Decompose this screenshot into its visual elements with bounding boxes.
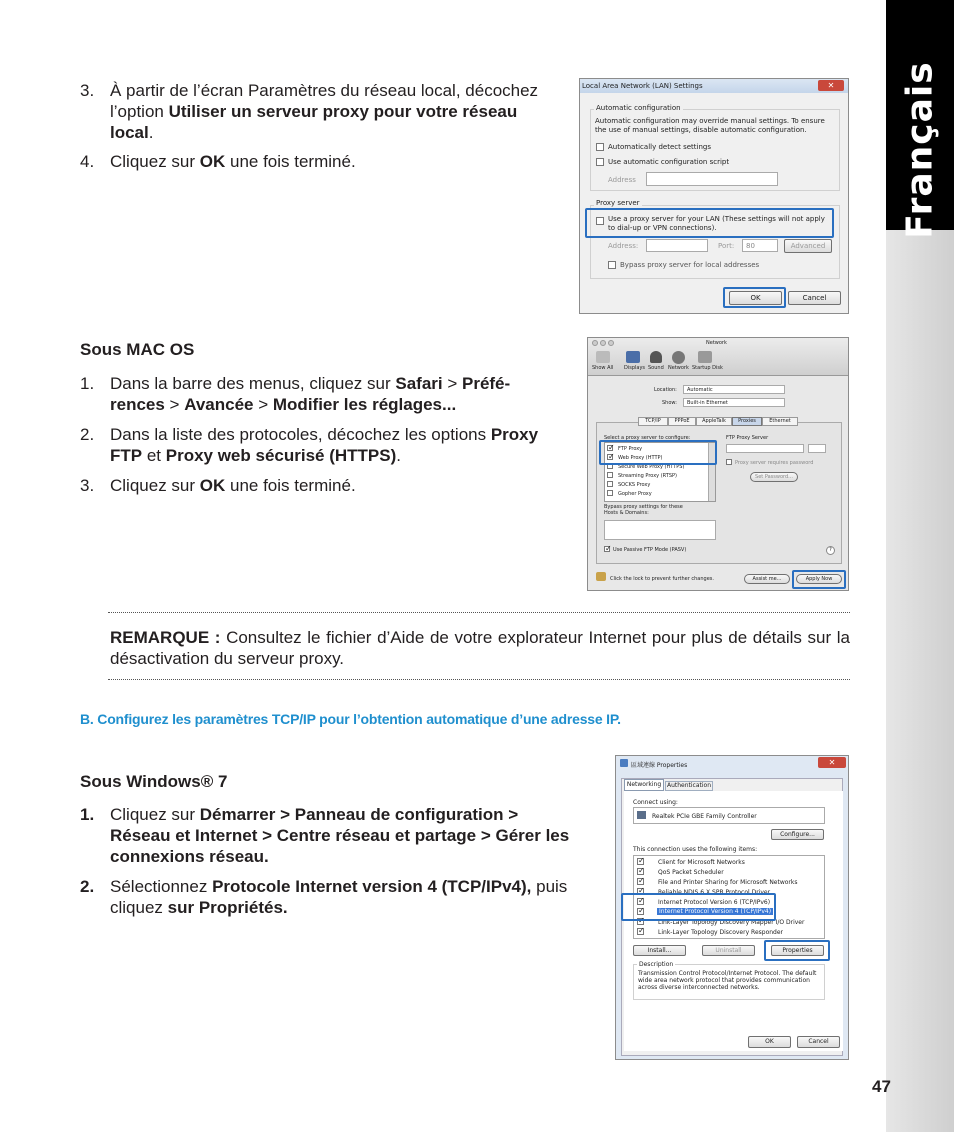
ftp-port-input[interactable] [808, 444, 826, 453]
toolbar-sound[interactable]: Sound [648, 365, 664, 371]
auto-detect-label: Automatically detect settings [608, 143, 711, 151]
advanced-button[interactable]: Advanced [784, 239, 832, 253]
passive-ftp-label: Use Passive FTP Mode (PASV) [613, 547, 687, 553]
zoom-dot-icon[interactable] [608, 340, 614, 346]
properties-ok-button[interactable]: OK [748, 1036, 791, 1048]
lan-settings-dialog [579, 78, 849, 314]
item-4-label: Reliable NDIS 6 X SPR Protocol Driver [658, 889, 771, 896]
sound-icon[interactable] [650, 351, 662, 363]
protocol-socks: SOCKS Proxy [618, 482, 651, 488]
mac-network-dialog [587, 337, 849, 591]
item-2-label: QoS Packet Scheduler [658, 869, 724, 876]
socks-proxy-checkbox[interactable] [607, 481, 613, 487]
assist-me-button[interactable]: Assist me... [744, 574, 790, 584]
adapter-icon [637, 811, 646, 819]
mac-step-2-number: 2. [80, 425, 95, 444]
properties-button[interactable]: Properties [771, 945, 824, 956]
item-7-label: Link-Layer Topology Discovery Mapper I/O Driver [658, 919, 805, 926]
note-top-divider [108, 612, 850, 613]
protocol-secure-web: Secure Web Proxy (HTTPS) [618, 464, 685, 470]
item-8-label: Link-Layer Topology Discovery Responder [658, 929, 784, 936]
mac-step-1-text: Dans la barre des menus, cliquez sur Safari > Préfé- rences > Avancée > Modifier les réglages... [110, 374, 511, 414]
win-step-2-text: Sélectionnez Protocole Internet version 4 (TCP/IPv4), puis cliquez sur Propriétés. [110, 877, 568, 917]
auto-script-checkbox[interactable] [596, 158, 604, 166]
protocol-web: Web Proxy (HTTP) [618, 455, 663, 461]
section-b-heading: B. Configurez les paramètres TCP/IP pour l’obtention automatique d’une adresse IP. [80, 711, 621, 727]
item-5-label: Internet Protocol Version 6 (TCP/IPv6) [658, 899, 771, 906]
win7-heading: Sous Windows® 7 [80, 772, 228, 791]
step-4-text: Cliquez sur OK une fois terminé. [110, 152, 356, 171]
properties-cancel-button[interactable]: Cancel [797, 1036, 840, 1048]
show-all-icon[interactable] [596, 351, 610, 363]
startup-disk-icon[interactable] [698, 351, 712, 363]
show-label: Show: [662, 400, 677, 406]
mac-heading: Sous MAC OS [80, 340, 195, 359]
mac-step-3-text: Cliquez sur OK une fois terminé. [110, 476, 356, 495]
tab-tcpip[interactable]: TCP/IP [638, 417, 668, 426]
close-icon[interactable]: ✕ [818, 757, 846, 768]
auto-detect-checkbox[interactable] [596, 143, 604, 151]
language-tab [886, 0, 954, 239]
tab-appletalk[interactable]: AppleTalk [696, 417, 732, 426]
item-2-checkbox[interactable] [637, 868, 644, 875]
tab-authentication[interactable]: Authentication [666, 782, 712, 789]
side-tab [886, 0, 954, 1132]
address-label: Address [608, 176, 636, 184]
step-4-number: 4. [80, 152, 95, 171]
close-dot-icon[interactable] [592, 340, 598, 346]
toolbar-show-all[interactable]: Show All [592, 365, 614, 371]
set-password-button[interactable]: Set Password... [750, 472, 798, 482]
protocol-ftp: FTP Proxy [618, 446, 643, 452]
toolbar-network[interactable]: Network [668, 365, 689, 371]
items-label: This connection uses the following items: [633, 846, 758, 853]
requires-password-label: Proxy server requires password [735, 460, 814, 466]
mac-step-2-text: Dans la liste des protocoles, décochez les options Proxy FTP et Proxy web sécurisé (HTTPS). [110, 425, 539, 465]
item-1-label: Client for Microsoft Networks [658, 859, 745, 866]
proxy-address-input[interactable] [646, 239, 708, 252]
item-1-checkbox[interactable] [637, 858, 644, 865]
proxy-group-label: Proxy server [596, 199, 640, 207]
apply-now-button[interactable]: Apply Now [796, 574, 842, 584]
select-proxy-label: Select a proxy server to configure: [604, 435, 691, 441]
proxy-option-highlight [585, 208, 834, 238]
passive-ftp-checkbox[interactable] [604, 546, 610, 552]
ftp-web-highlight [599, 440, 717, 465]
win-step-1-text: Cliquez sur Démarrer > Panneau de configuration > Réseau et Internet > Centre réseau et partage > Gérer les connexions réseau. [110, 805, 570, 866]
page-number: 47 [872, 1077, 891, 1096]
install-button[interactable]: Install... [633, 945, 686, 956]
lan-cancel-button[interactable]: Cancel [788, 291, 841, 305]
apply-highlight [792, 570, 846, 589]
item-6-label: Internet Protocol Version 4 (TCP/IPv4) [659, 908, 772, 915]
auto-config-label: Automatic configuration [596, 104, 681, 112]
close-icon[interactable]: ✕ [818, 80, 844, 91]
lock-icon[interactable] [596, 572, 606, 581]
network-icon[interactable] [672, 351, 685, 364]
protocol-gopher: Gopher Proxy [618, 491, 652, 497]
displays-icon[interactable] [626, 351, 640, 363]
auto-config-desc: Automatic configuration may override manual settings. To ensure the use of manual settings, disable automatic configuration. [595, 117, 825, 134]
help-icon[interactable]: ? [826, 546, 835, 555]
step-3-number: 3. [80, 81, 95, 100]
mac-window-title: Network [706, 340, 727, 346]
properties-button-highlight [764, 940, 830, 961]
requires-password-checkbox[interactable] [726, 459, 732, 465]
bypass-checkbox[interactable] [608, 261, 616, 269]
adapter-name: Realtek PCIe GBE Family Controller [652, 813, 757, 820]
ftp-server-input[interactable] [726, 444, 804, 453]
win-step-1-number: 1. [80, 805, 95, 824]
language-label: Français [899, 61, 941, 239]
connect-using-label: Connect using: [633, 799, 678, 806]
configure-button[interactable]: Configure... [771, 829, 824, 840]
script-address-input[interactable] [646, 172, 778, 186]
description-text: Transmission Control Protocol/Internet Protocol. The default wide area network protocol that provides communication across diverse interconnected networks. [638, 970, 817, 991]
properties-title: 區域連線 Properties [631, 762, 688, 769]
mac-step-1-number: 1. [80, 374, 95, 393]
location-select[interactable]: Automatic [683, 385, 785, 394]
streaming-proxy-checkbox[interactable] [607, 472, 613, 478]
lock-text: Click the lock to prevent further changes. [610, 576, 714, 582]
auto-script-label: Use automatic configuration script [608, 158, 730, 166]
uninstall-button[interactable]: Uninstall [702, 945, 755, 956]
bypass-hosts-input[interactable] [604, 520, 716, 540]
gopher-proxy-checkbox[interactable] [607, 490, 613, 496]
protocol-streaming: Streaming Proxy (RTSP) [618, 473, 677, 479]
show-select[interactable]: Built-in Ethernet [683, 398, 785, 407]
use-proxy-label: Use a proxy server for your LAN (These settings will not apply to dial-up or VPN connections). [608, 215, 825, 232]
tab-ethernet[interactable]: Ethernet [762, 417, 798, 426]
proxy-port-input[interactable]: 80 [742, 239, 778, 252]
toolbar-displays[interactable]: Displays [624, 365, 646, 371]
ok-highlight [723, 287, 786, 308]
note-text: REMARQUE : Consultez le fichier d’Aide de votre explorateur Internet pour plus de détails sur la désactivation du serveur proxy. [110, 628, 850, 668]
step-3-text: À partir de l’écran Paramètres du réseau local, décochez l’option Utiliser un serveur proxy pour votre réseau local. [110, 81, 539, 142]
tab-proxies[interactable]: Proxies [732, 417, 762, 426]
network-adapter-icon [620, 759, 628, 767]
location-label: Location: [654, 387, 677, 393]
proxy-address-label: Address: [608, 242, 639, 250]
item-3-checkbox[interactable] [637, 878, 644, 885]
note-bottom-divider [108, 679, 850, 680]
win-step-2-number: 2. [80, 877, 95, 896]
properties-dialog [615, 755, 849, 1060]
ftp-server-label: FTP Proxy Server [726, 435, 769, 441]
lan-ok-button[interactable]: OK [729, 291, 782, 305]
description-label: Description [639, 961, 674, 968]
mac-step-3-number: 3. [80, 476, 95, 495]
ipv4-highlight [621, 893, 776, 921]
item-3-label: File and Printer Sharing for Microsoft Networks [658, 879, 798, 886]
tab-networking[interactable]: Networking [624, 779, 664, 791]
toolbar-startup-disk[interactable]: Startup Disk [692, 365, 723, 371]
bypass-hosts-label: Bypass proxy settings for these Hosts & Domains: [604, 504, 683, 516]
tab-pppoe[interactable]: PPPoE [668, 417, 696, 426]
dialog-title: Local Area Network (LAN) Settings [582, 82, 703, 90]
proxy-port-label: Port: [718, 242, 735, 250]
minimize-dot-icon[interactable] [600, 340, 606, 346]
item-8-checkbox[interactable] [637, 928, 644, 935]
bypass-label: Bypass proxy server for local addresses [620, 261, 760, 269]
